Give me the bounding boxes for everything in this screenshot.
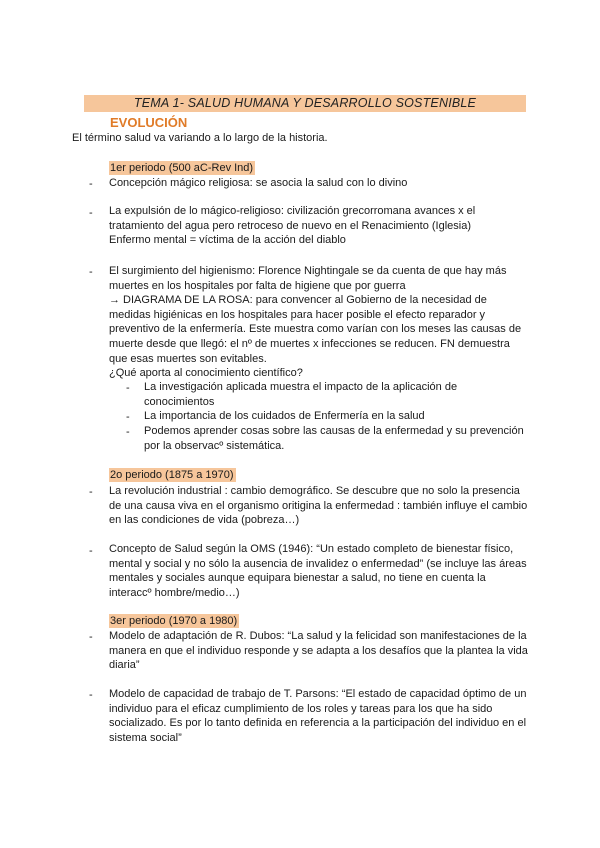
section-heading: EVOLUCIÓN bbox=[110, 115, 188, 130]
period-1-item-3-line-3: ¿Qué aporta al conocimiento científico? bbox=[109, 367, 303, 380]
period-1-item-2-line-1: La expulsión de lo mágico-religioso: civilización grecorromana avances x el tratamiento del agua pero retroceso de nuevo en el Renacimiento (Iglesia) bbox=[109, 205, 476, 232]
period-3-item-1: Modelo de adaptación de R. Dubos: “La salud y la felicidad son manifestaciones de la manera en que el individuo responde y se adapta a los desafíos que la plantea la vida diaria” bbox=[109, 630, 528, 672]
period-1-item-3 bbox=[109, 264, 529, 381]
page-title: TEMA 1- SALUD HUMANA Y DESARROLLO SOSTENIBLE bbox=[133, 96, 477, 110]
bullet-dash: - bbox=[89, 689, 93, 701]
period-3-label: 3er periodo (1970 a 1980) bbox=[110, 615, 238, 627]
period-1-sub-item-2: La importancia de los cuidados de Enfermería en la salud bbox=[144, 410, 425, 422]
period-1-sub-item-3: Podemos aprender cosas sobre las causas de la enfermedad y su prevención por la observacº sistemática. bbox=[144, 425, 524, 452]
period-2-item-2: Concepto de Salud según la OMS (1946): “Un estado completo de bienestar físico, mental y social y no sólo la ausencia de invalidez o enfermedad” (se incluye las áreas mentales y sociales aunque equipara bienestar a salud, no tiene en cuenta la interaccº hombre/medio…) bbox=[109, 543, 527, 599]
bullet-dash: - bbox=[89, 207, 93, 219]
period-2-label: 2o periodo (1875 a 1970) bbox=[110, 469, 234, 481]
period-1-label: 1er periodo (500 aC-Rev Ind) bbox=[110, 162, 254, 174]
period-3-item-2: Modelo de capacidad de trabajo de T. Parsons: “El estado de capacidad óptimo de un individuo para el eficaz cumplimiento de los roles y tareas para los que ha sido socializado. Es por lo tanto definida en referencia a la participación del individuo en el sistema social” bbox=[109, 688, 527, 744]
period-1-item-2 bbox=[109, 204, 529, 248]
period-1-item-3-line-2: → DIAGRAMA DE LA ROSA: para convencer al Gobierno de la necesidad de medidas higiénicas en los hospitales para hacer posible el efecto reparador y preventivo de la enfermería. Este muestra como varían con los meses las causas de muerte desde que llegó: el nº de muertes x infecciones se reducen. FN demuestra que esas muertes son evitables. bbox=[109, 294, 522, 365]
period-2-item-1: La revolución industrial : cambio demográfico. Se descubre que no solo la presencia de una causa viva en el organismo oritigina la enfermedad : también influye el cambio en las condiciones de vida (pobreza…) bbox=[109, 485, 528, 527]
period-1-item-3-line-1: El surgimiento del higienismo: Florence Nightingale se da cuenta de que hay más muertes en los hospitales por falta de higiene que por guerra bbox=[109, 265, 507, 292]
period-1-sub-item-1: La investigación aplicada muestra el impacto de la aplicación de conocimientos bbox=[144, 381, 458, 408]
bullet-dash: - bbox=[89, 178, 93, 190]
intro-text: El término salud va variando a lo largo de la historia. bbox=[72, 132, 328, 144]
sub-bullet-dash: - bbox=[126, 411, 130, 423]
bullet-dash: - bbox=[89, 266, 93, 278]
period-1-item-2-line-2: Enfermo mental = víctima de la acción del diablo bbox=[109, 234, 346, 247]
period-1-item-1: Concepción mágico religiosa: se asocia la salud con lo divino bbox=[109, 177, 408, 189]
bullet-dash: - bbox=[89, 545, 93, 557]
bullet-dash: - bbox=[89, 631, 93, 643]
sub-bullet-dash: - bbox=[126, 426, 130, 438]
sub-bullet-dash: - bbox=[126, 382, 130, 394]
bullet-dash: - bbox=[89, 486, 93, 498]
